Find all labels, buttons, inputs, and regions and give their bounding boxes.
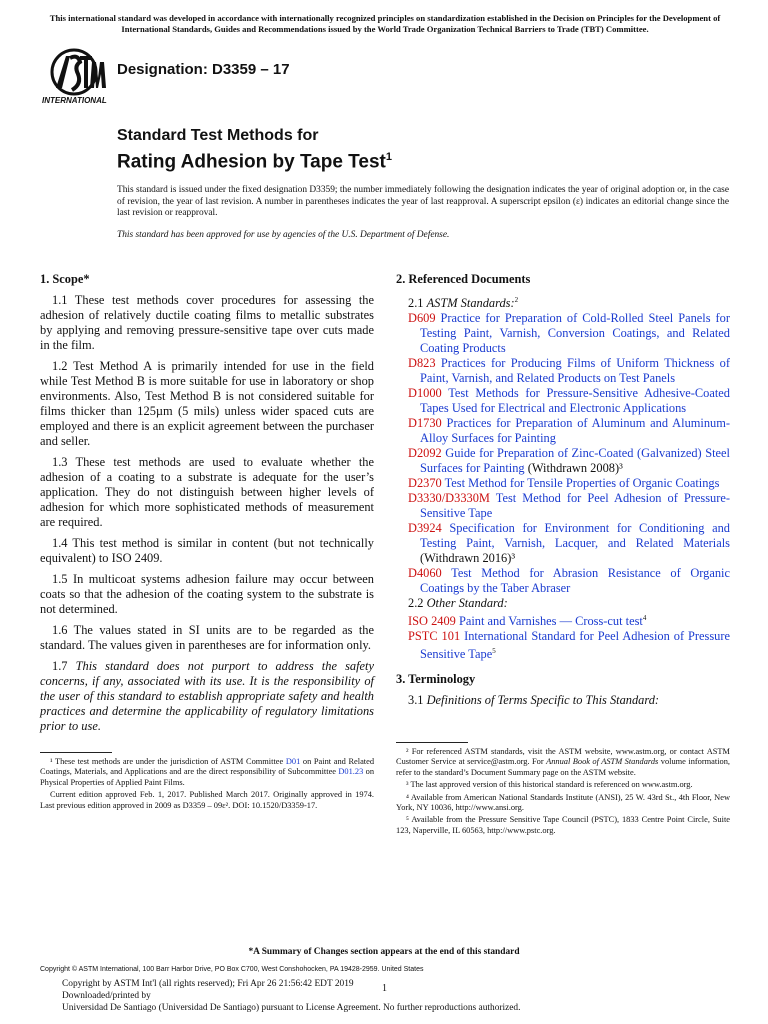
other-standard-label	[408, 596, 730, 611]
reference-item	[408, 476, 730, 491]
left-column	[40, 272, 374, 740]
designation: Designation: D3359 – 17	[117, 61, 290, 78]
download-line: Universidad De Santiago (Universidad De Santiago) pursuant to License Agreement. No further reproductions authorized.	[62, 1003, 521, 1013]
reference-code-link[interactable]: D1730	[408, 416, 442, 431]
scope-para: 1.3 These test methods are used to evaluate whether the adhesion of a coating to a substrate is adequate for the user’s application. They do not distinguish between higher levels of adhesion for which more sophisticated methods of measurement are required.	[40, 455, 374, 529]
title-line-1: Standard Test Methods for	[117, 127, 319, 144]
astm-standards-label	[408, 293, 730, 311]
reference-title-link[interactable]: Guide for Preparation of Zinc-Coated (Galvanized) Steel Surfaces for Painting	[420, 446, 730, 476]
footnote-5: ⁵ Available from the Pressure Sensitive Tape Council (PSTC), 1833 Centre Point Circle, Suite 123, Naperville, IL 60563, http://www.pstc.org.	[396, 815, 730, 835]
footnote-text: on Paint and Related Coatings, Materials, and Applications and are the direct responsibility of Subcommittee	[40, 757, 375, 777]
reference-code-link[interactable]: D4060	[408, 566, 442, 581]
summary-note: *A Summary of Changes section appears at the end of this standard	[248, 947, 520, 957]
other-reference-item	[408, 629, 730, 662]
reference-title-link[interactable]: Test Methods for Pressure-Sensitive Adhesive-Coated Tapes Used for Electrical and Electronic Applications	[420, 386, 730, 416]
terminology-heading: 3. Terminology	[396, 672, 476, 687]
footnote-1	[40, 757, 374, 813]
scope-para: 1.5 In multicoat systems adhesion failure may occur between coats so that the adhesion of the coating system to the substrate is not determined.	[40, 572, 374, 616]
reference-code-link[interactable]: D3330/D3330M	[408, 491, 490, 506]
footnote-4: ⁴ Available from American National Standards Institute (ANSI), 25 W. 43rd St., 4th Floor, New York, NY 10036, http://www.ansi.org.	[396, 792, 730, 813]
dod-approval-note: This standard has been approved for use by agencies of the U.S. Department of Defense.	[117, 230, 450, 240]
reference-tail: (Withdrawn 2008)³	[524, 461, 623, 476]
reference-title-link[interactable]: Test Method for Peel Adhesion of Pressure-Sensitive Tape	[420, 491, 731, 521]
footnote-rule-right	[396, 742, 468, 743]
title-footnote-mark: 1	[385, 151, 392, 163]
reference-tail: (Withdrawn 2016)³	[420, 551, 516, 566]
download-notice	[62, 978, 520, 1014]
footnote-italic: Annual Book of ASTM Standards	[546, 757, 659, 767]
right-column	[396, 272, 730, 708]
reference-item	[408, 311, 730, 356]
wto-notice: This international standard was developed in accordance with internationally recognized principles on standardization established in the Decision on Principles for the Development of International Standards, Guides and Recommendations issued by the World Trade Organization Technical Barriers to Trade (TBT) Committee.	[49, 13, 721, 34]
subcommittee-link[interactable]: D01.23	[338, 767, 364, 777]
footnote-text: ² For referenced ASTM standards, visit the ASTM website, www.astm.org, or contact ASTM Customer Service at service@astm.org. For	[396, 747, 730, 767]
scope-para: 1.2 Test Method A is primarily intended for use in the field while Test Method B is more suitable for use in laboratory or shop environments. Also, Test Method B is not considered suitable for films thicker than 125µm (5 mils) unless wider spaced cuts are employed and there is an explicit agreement between the purchaser and seller.	[40, 359, 374, 448]
reference-code-link[interactable]: D3924	[408, 521, 442, 536]
footnote-text: on Physical Properties of Applied Paint Films.	[40, 767, 374, 787]
title-line-2-text: Rating Adhesion by Tape Test	[117, 151, 386, 173]
scope-para-number: 1.7	[52, 659, 68, 673]
reference-item	[408, 446, 730, 476]
footnote-2	[396, 747, 730, 778]
download-line: Copyright by ASTM Int'l (all rights reserved); Fri Apr 26 21:56:42 EDT 2019	[62, 979, 354, 989]
reference-title-link[interactable]: Practice for Preparation of Cold-Rolled Steel Panels for Testing Paint, Varnish, Conversion Coatings, and Related Coating Products	[420, 311, 730, 356]
section-number: 3.1	[408, 693, 424, 708]
reference-item	[408, 491, 730, 521]
footnote-mark: 4	[642, 614, 647, 623]
terminology-sub	[408, 693, 730, 708]
reference-code-link[interactable]: D609	[408, 311, 436, 326]
page-number: 1	[382, 983, 387, 994]
scope-para: 1.6 The values stated in SI units are to be regarded as the standard. The values given in parentheses are for information only.	[40, 623, 374, 652]
footnote-3: ³ The last approved version of this historical standard is referenced on www.astm.org.	[406, 780, 693, 790]
section-number: 2.2	[408, 596, 424, 611]
scope-heading: 1. Scope*	[40, 272, 90, 286]
footnote-1-para	[40, 757, 374, 788]
reference-title-link[interactable]: Test Method for Tensile Properties of Organic Coatings	[444, 476, 720, 491]
issued-note: This standard is issued under the fixed designation D3359; the number immediately following the designation indicates the year of original adoption or, in the case of revision, the year of last revision. A number in parentheses indicates the year of last reapproval. A superscript epsilon (ε) indicates an editorial change since the last revision or reapproval.	[117, 185, 729, 219]
reference-item	[408, 521, 730, 566]
scope-para-safety	[40, 659, 374, 734]
logo-label: INTERNATIONAL	[42, 96, 107, 105]
other-reference-title-link[interactable]: International Standard for Peel Adhesion of Pressure Sensitive Tape	[420, 629, 730, 662]
other-reference-list	[396, 611, 730, 662]
other-reference-item	[408, 611, 730, 629]
scope-para: 1.4 This test method is similar in content (but not technically equivalent) to ISO 2409.	[40, 536, 374, 565]
reference-code-link[interactable]: D2092	[408, 446, 442, 461]
reference-title-link[interactable]: Test Method for Abrasion Resistance of Organic Coatings by the Taber Abraser	[420, 566, 730, 596]
committee-link[interactable]: D01	[285, 757, 301, 766]
footnote-mark: 5	[492, 647, 496, 656]
reference-item	[408, 356, 730, 386]
reference-title-link[interactable]: Practices for Producing Films of Uniform Thickness of Paint, Varnish, and Related Products on Test Panels	[420, 356, 730, 386]
footnote-rule-left	[40, 752, 112, 753]
safety-statement: This standard does not purport to address the safety concerns, if any, associated with its use. It is the responsibility of the user of this standard to establish appropriate safety and health practices and determine the applicability of regulatory limitations prior to use.	[40, 659, 374, 733]
reference-item	[408, 416, 730, 446]
reference-code-link[interactable]: D823	[408, 356, 436, 371]
reference-title-link[interactable]: Practices for Preparation of Aluminum and Aluminum-Alloy Surfaces for Painting	[420, 416, 730, 446]
scope-para: 1.1 These test methods cover procedures for assessing the adhesion of relatively ductile coating films to metallic substrates by applying and removing pressure-sensitive tape over cuts made in the film.	[40, 293, 374, 352]
footnote-mark: 2	[514, 296, 519, 304]
reference-code-link[interactable]: D1000	[408, 386, 442, 401]
footnote-text: ¹ These test methods are under the jurisdiction of ASTM Committee	[50, 757, 284, 766]
refdocs-heading: 2. Referenced Documents	[396, 272, 531, 286]
copyright-line: Copyright © ASTM International, 100 Barr Harbor Drive, PO Box C700, West Conshohocken, PA 19428-2959. United States	[40, 966, 424, 973]
section-label: Other Standard:	[426, 596, 508, 611]
section-number: 2.1	[408, 296, 424, 311]
section-label: Definitions of Terms Specific to This Standard:	[426, 693, 660, 708]
section-label: ASTM Standards:	[426, 296, 515, 311]
download-line: Downloaded/printed by	[62, 991, 151, 1001]
footnotes-right	[396, 747, 730, 838]
title-line-2	[117, 146, 392, 173]
footnote-text: volume information, refer to the standard’s Document Summary page on the ASTM website.	[396, 757, 730, 777]
footnote-1-edition: Current edition approved Feb. 1, 2017. Published March 2017. Originally approved in 1974. Last previous edition approved in 2009 as D3359 – 09ε². DOI: 10.1520/D3359-17.	[40, 790, 374, 810]
document-title	[117, 126, 392, 173]
astm-logo	[40, 48, 112, 108]
other-reference-code-link[interactable]: ISO 2409	[408, 614, 456, 629]
reference-list	[396, 311, 730, 596]
reference-item	[408, 386, 730, 416]
other-reference-title-link[interactable]: Paint and Varnishes — Cross-cut test	[458, 614, 643, 629]
reference-item	[408, 566, 730, 596]
other-reference-code-link[interactable]: PSTC 101	[408, 629, 461, 644]
reference-title-link[interactable]: Specification for Environment for Conditioning and Testing Paint, Varnish, Lacquer, and Related Materials	[420, 521, 730, 551]
reference-code-link[interactable]: D2370	[408, 476, 442, 491]
